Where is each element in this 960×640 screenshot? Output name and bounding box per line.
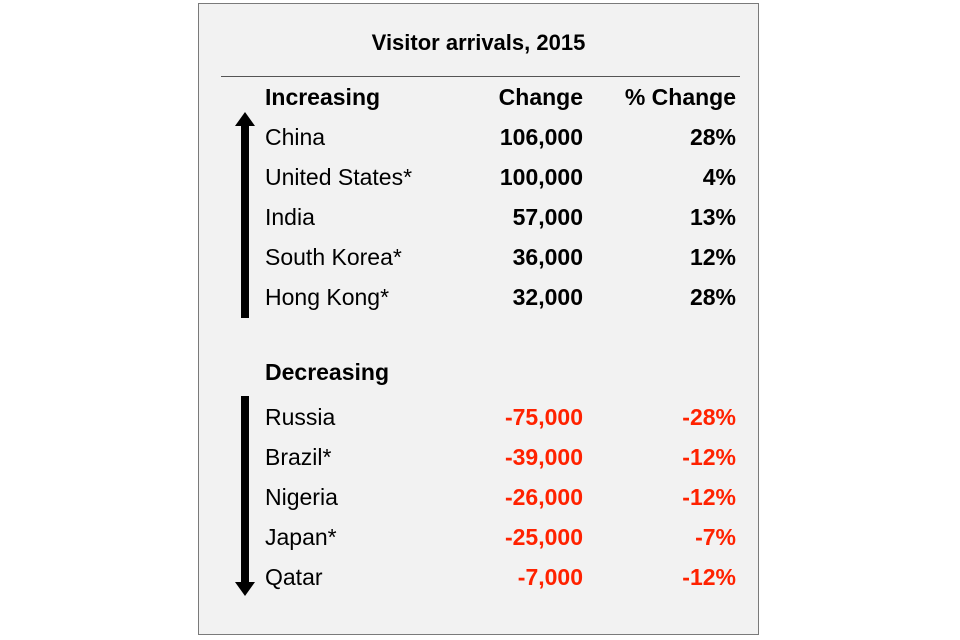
change-value: -25,000 — [504, 524, 583, 550]
country-label: Russia — [265, 404, 336, 430]
change-value: 106,000 — [499, 124, 583, 150]
change-value: -39,000 — [504, 444, 583, 470]
country-label: Japan* — [265, 524, 337, 550]
change-value: -75,000 — [504, 404, 583, 430]
pct-change-value: -28% — [682, 404, 736, 430]
change-value: -26,000 — [504, 484, 583, 510]
change-column-header: Change — [498, 84, 583, 110]
pct-change-value: -12% — [682, 564, 736, 590]
change-value: 100,000 — [499, 164, 583, 190]
country-label: Qatar — [265, 564, 323, 590]
country-label: Brazil* — [265, 444, 332, 470]
decreasing-header: Decreasing — [265, 359, 390, 385]
pct-change-value: 13% — [689, 204, 736, 230]
country-label: South Korea* — [265, 244, 402, 270]
pct-change-value: 28% — [689, 284, 736, 310]
pct-change-value: 12% — [689, 244, 736, 270]
pct-change-value: -12% — [682, 444, 736, 470]
change-value: 36,000 — [512, 244, 583, 270]
pct-change-column-header: % Change — [624, 84, 736, 110]
increasing-header: Increasing — [265, 84, 381, 110]
title-divider — [221, 76, 740, 77]
pct-change-value: -7% — [695, 524, 736, 550]
change-value: 57,000 — [512, 204, 583, 230]
country-label: Nigeria — [265, 484, 338, 510]
country-label: China — [265, 124, 326, 150]
pct-change-value: 4% — [702, 164, 736, 190]
arrow-down-icon — [235, 396, 255, 596]
country-label: Hong Kong* — [265, 284, 390, 310]
visitor-arrivals-panel — [198, 3, 759, 635]
pct-change-value: 28% — [689, 124, 736, 150]
arrow-up-icon — [235, 112, 255, 318]
pct-change-value: -12% — [682, 484, 736, 510]
country-label: United States* — [265, 164, 413, 190]
change-value: 32,000 — [512, 284, 583, 310]
table-title: Visitor arrivals, 2015 — [371, 30, 586, 55]
change-value: -7,000 — [517, 564, 583, 590]
country-label: India — [265, 204, 315, 230]
